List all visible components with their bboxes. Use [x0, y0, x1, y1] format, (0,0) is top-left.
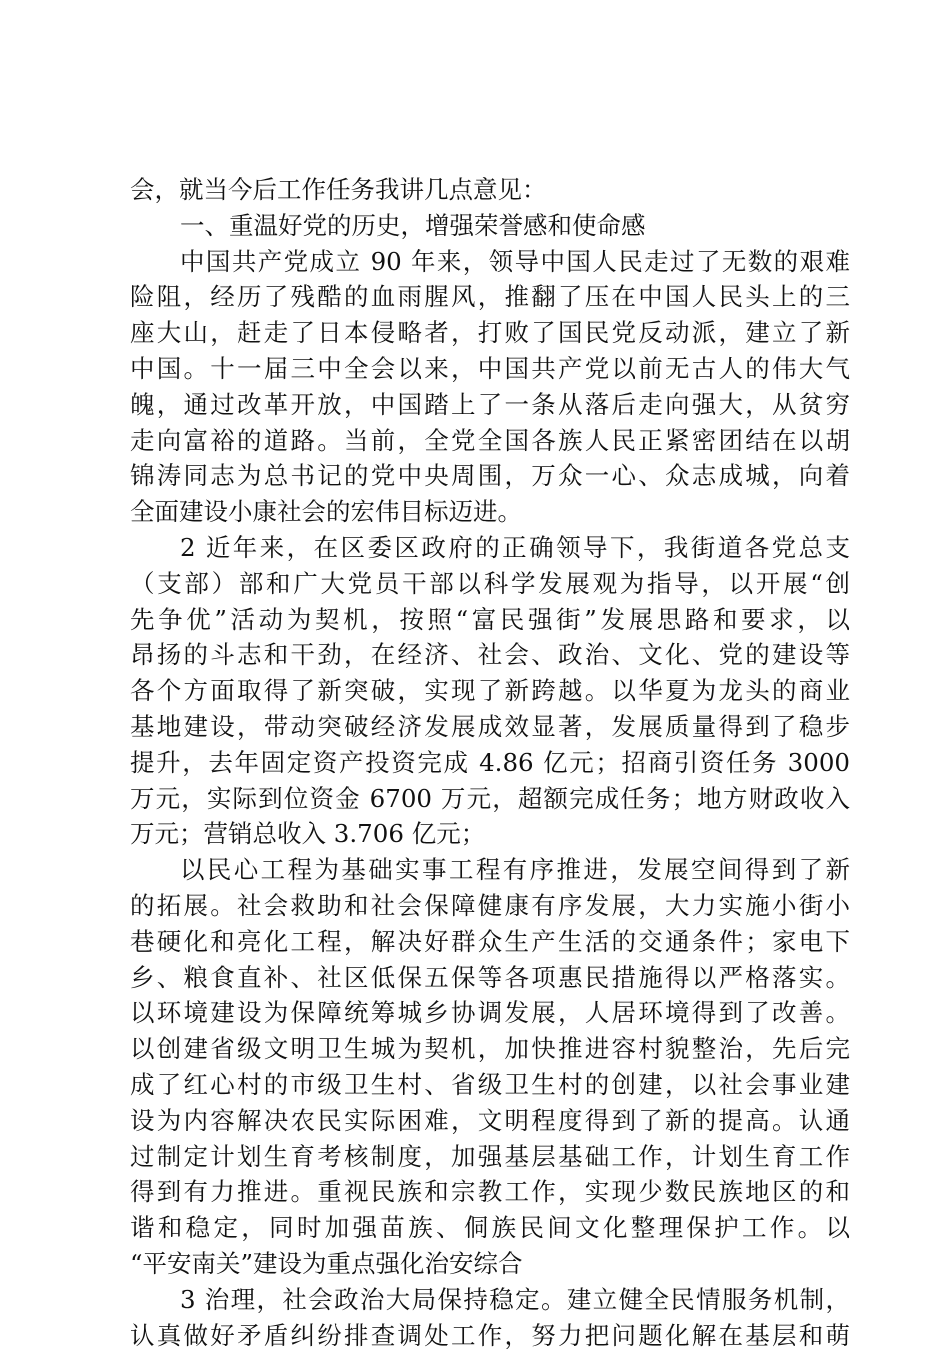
text-line: 中国。十一届三中全会以来，中国共产党以前无古人的伟大气 [130, 351, 850, 387]
text-line: 中国共产党成立 90 年来，领导中国人民走过了无数的艰难 [130, 244, 850, 280]
text-line: 成了红心村的市级卫生村、省级卫生村的创建，以社会事业建 [130, 1067, 850, 1103]
text-line: 谐和稳定，同时加强苗族、侗族民间文化整理保护工作。以 [130, 1210, 850, 1246]
text-line: 全面建设小康社会的宏伟目标迈进。 [130, 494, 850, 530]
text-line: 过制定计划生育考核制度，加强基层基础工作，计划生育工作 [130, 1139, 850, 1175]
text-line: 一、重温好党的历史，增强荣誉感和使命感 [130, 208, 850, 244]
text-line: 魄，通过改革开放，中国踏上了一条从落后走向强大，从贫穷 [130, 387, 850, 423]
text-line: 以民心工程为基础实事工程有序推进，发展空间得到了新 [130, 852, 850, 888]
text-line: 的拓展。社会救助和社会保障健康有序发展，大力实施小街小 [130, 888, 850, 924]
text-line: 走向富裕的道路。当前，全党全国各族人民正紧密团结在以胡 [130, 423, 850, 459]
body-text [130, 172, 850, 1353]
text-line: 以创建省级文明卫生城为契机，加快推进容村貌整治，先后完 [130, 1031, 850, 1067]
text-line: 得到有力推进。重视民族和宗教工作，实现少数民族地区的和 [130, 1174, 850, 1210]
text-line: 3 治理，社会政治大局保持稳定。建立健全民情服务机制， [130, 1282, 850, 1318]
text-line: （支部）部和广大党员干部以科学发展观为指导，以开展“创 [130, 566, 850, 602]
text-line: 乡、粮食直补、社区低保五保等各项惠民措施得以严格落实。 [130, 960, 850, 996]
text-line: “平安南关”建设为重点强化治安综合 [130, 1246, 850, 1282]
text-line: 认真做好矛盾纠纷排查调处工作，努力把问题化解在基层和萌 [130, 1318, 850, 1353]
text-line: 基地建设，带动突破经济发展成效显著，发展质量得到了稳步 [130, 709, 850, 745]
text-line: 各个方面取得了新突破，实现了新跨越。以华夏为龙头的商业 [130, 673, 850, 709]
text-line: 巷硬化和亮化工程，解决好群众生产生活的交通条件；家电下 [130, 924, 850, 960]
text-line: 锦涛同志为总书记的党中央周围，万众一心、众志成城，向着 [130, 458, 850, 494]
text-line: 座大山，赶走了日本侵略者，打败了国民党反动派，建立了新 [130, 315, 850, 351]
text-line: 提升，去年固定资产投资完成 4.86 亿元；招商引资任务 3000 [130, 745, 850, 781]
text-line: 万元，实际到位资金 6700 万元，超额完成任务；地方财政收入 [130, 781, 850, 817]
text-line: 2 近年来，在区委区政府的正确领导下，我街道各党总支 [130, 530, 850, 566]
text-line: 设为内容解决农民实际困难，文明程度得到了新的提高。认通 [130, 1103, 850, 1139]
text-line: 会，就当今后工作任务我讲几点意见： [130, 172, 850, 208]
text-line: 以环境建设为保障统筹城乡协调发展，人居环境得到了改善。 [130, 995, 850, 1031]
text-line: 险阻，经历了残酷的血雨腥风，推翻了压在中国人民头上的三 [130, 279, 850, 315]
text-line: 昂扬的斗志和干劲，在经济、社会、政治、文化、党的建设等 [130, 637, 850, 673]
text-line: 万元；营销总收入 3.706 亿元； [130, 816, 850, 852]
text-line: 先争优”活动为契机，按照“富民强街”发展思路和要求，以 [130, 602, 850, 638]
